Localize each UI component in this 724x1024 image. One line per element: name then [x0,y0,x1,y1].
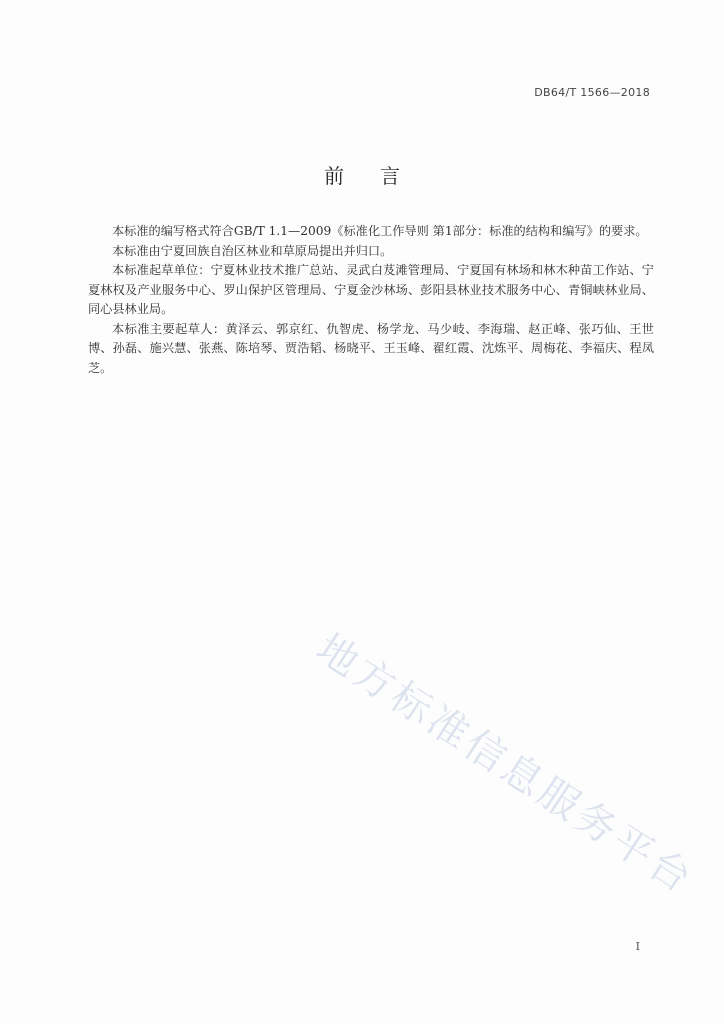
paragraph-drafting-units: 本标准起草单位：宁夏林业技术推广总站、灵武白芨滩管理局、宁夏国有林场和林木种苗工作站、宁夏林权及产业服务中心、罗山保护区管理局、宁夏金沙林场、彭阳县林业技术服务中心、青铜峡林业局、同心县林业局。 [88,263,654,316]
paragraph-proposer: 本标准由宁夏回族自治区林业和草原局提出并归口。 [112,243,393,258]
document-number: DB64/T 1566—2018 [534,86,650,99]
foreword-body [88,222,654,378]
watermark: 地方标准信息服务平台 [308,625,703,904]
page-number: I [635,940,640,953]
paragraph-drafters: 本标准主要起草人：黄泽云、郭京红、仇智虎、杨学龙、马少岐、李海瑞、赵正峰、张巧仙、王世博、孙磊、施兴慧、张燕、陈培琴、贾浩韬、杨晓平、王玉峰、翟红霞、沈炼平、周梅花、李福庆、程凤芝。 [88,321,654,375]
foreword-title: 前言 [324,164,436,188]
paragraph-format-compliance: 本标准的编写格式符合GB/T 1.1—2009《标准化工作导则 第1部分：标准的结构和编写》的要求。 [112,224,648,238]
